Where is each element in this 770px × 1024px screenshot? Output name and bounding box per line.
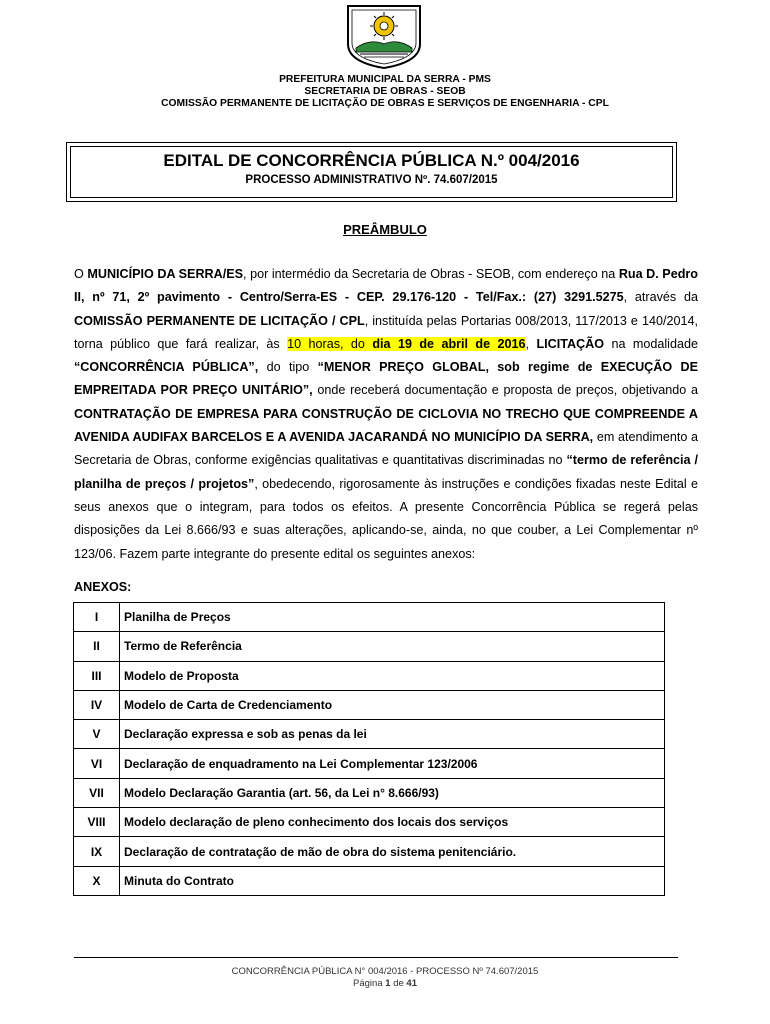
anexo-description: Modelo declaração de pleno conhecimento dos locais dos serviços [120,808,665,837]
anexo-number: IX [74,837,120,866]
footer-page-number [0,978,770,989]
anexo-description: Modelo de Carta de Credenciamento [120,690,665,719]
processo-subtitle: PROCESSO ADMINISTRATIVO Nº. 74.607/2015 [245,174,498,186]
table-row [74,837,665,866]
preambulo-paragraph [74,263,698,566]
footer-divider [74,957,678,958]
footer-page-word: Página [353,978,383,989]
anexo-number: II [74,632,120,661]
municipal-seal-icon [342,4,426,70]
anexo-description: Declaração expressa e sob as penas da lei [120,720,665,749]
highlight-hora: 10 horas, do [287,336,373,351]
table-row [74,778,665,807]
anexo-number: VII [74,778,120,807]
anexo-number: III [74,661,120,690]
table-row [74,632,665,661]
para-text: O [74,267,88,281]
anexo-number: X [74,866,120,895]
anexo-number: VI [74,749,120,778]
footer-process: CONCORRÊNCIA PÚBLICA N° 004/2016 - PROCESSO Nº 74.607/2015 [231,966,539,977]
para-text: , por intermédio da Secretaria de Obras - SEOB, com endereço na [243,267,619,281]
table-row [74,808,665,837]
para-text: onde receberá documentação e proposta de preços, objetivando a [312,383,699,398]
table-row [74,720,665,749]
title-box [66,142,677,202]
para-bold-municipio: MUNICÍPIO DA SERRA/ES [87,267,244,281]
table-row [74,866,665,895]
header-comissao: COMISSÃO PERMANENTE DE LICITAÇÃO DE OBRAS E SERVIÇOS DE ENGENHARIA - CPL [161,98,609,109]
anexo-number: VIII [74,808,120,837]
header-prefeitura: PREFEITURA MUNICIPAL DA SERRA - PMS [279,74,491,85]
anexo-description: Planilha de Preços [120,603,665,632]
anexos-label: ANEXOS: [74,580,132,594]
para-text: em atendimento a Secretaria de Obras, conforme exigências qualitativas e quantitativas discriminadas no [74,430,698,468]
edital-title: EDITAL DE CONCORRÊNCIA PÚBLICA N.º 004/2016 [163,151,580,170]
para-bold-comissao: COMISSÃO PERMANENTE DE LICITAÇÃO / CPL [74,313,365,328]
anexo-description: Termo de Referência [120,632,665,661]
anexo-description: Minuta do Contrato [120,866,665,895]
para-text: , através da [623,290,698,305]
highlight-data: dia 19 de abril de 2016 [372,336,526,351]
anexos-table [73,602,665,896]
anexo-description: Declaração de contratação de mão de obra do sistema penitenciário. [120,837,665,866]
footer-of-word: de [393,978,404,989]
para-text: , [525,336,537,351]
anexo-number: I [74,603,120,632]
para-text: do tipo [258,360,318,375]
para-text: , obedecendo, rigorosamente às instruções e condições fixadas neste Edital e seus anexos que o integram, para todos os efeitos. A presente Concorrência Pública se regerá pelas disposições da Lei 8.666/93 e suas alterações, aplicando-se, ainda, no que couber, a Lei Complementar nº 123/06. Fazem parte integrante do presente edital os seguintes anexos: [74,476,698,561]
anexo-description: Declaração de enquadramento na Lei Complementar 123/2006 [120,749,665,778]
para-bold-licitacao: LICITAÇÃO [536,336,605,351]
footer-page-total: 41 [406,978,417,989]
anexo-number: IV [74,690,120,719]
para-bold-objeto: CONTRATAÇÃO DE EMPRESA PARA CONSTRUÇÃO DE CICLOVIA NO TRECHO QUE COMPREENDE A AVENIDA AUDIFAX BARCELOS E A AVENIDA JACARANDÁ NO MUNICÍPIO DA SERRA, [74,406,698,445]
header-secretaria: SECRETARIA DE OBRAS - SEOB [304,86,466,97]
table-row [74,661,665,690]
para-bold-termo: “termo de referência / planilha de preços / projetos” [74,453,698,491]
para-text: na modalidade [604,336,698,351]
anexo-number: V [74,720,120,749]
preambulo-heading: PREÂMBULO [343,222,427,237]
table-row [74,603,665,632]
para-bold-endereco: Rua D. Pedro II, nº 71, 2º pavimento - Centro/Serra-ES - CEP. 29.176-120 - Tel/Fax.: (27) 3291.5275 [74,267,699,305]
table-row [74,749,665,778]
para-text: , instituída pelas Portarias 008/2013, 117/2013 e 140/2014, torna público que fará realizar, às [74,313,698,351]
anexo-description: Modelo Declaração Garantia (art. 56, da Lei n° 8.666/93) [120,778,665,807]
anexo-description: Modelo de Proposta [120,661,665,690]
footer-page-current: 1 [385,978,391,989]
para-bold-modalidade: “CONCORRÊNCIA PÚBLICA”, [74,360,259,375]
para-bold-tipo: “MENOR PREÇO GLOBAL, sob regime de EXECUÇÃO DE EMPREITADA POR PREÇO UNITÁRIO”, [74,360,698,398]
table-row [74,690,665,719]
